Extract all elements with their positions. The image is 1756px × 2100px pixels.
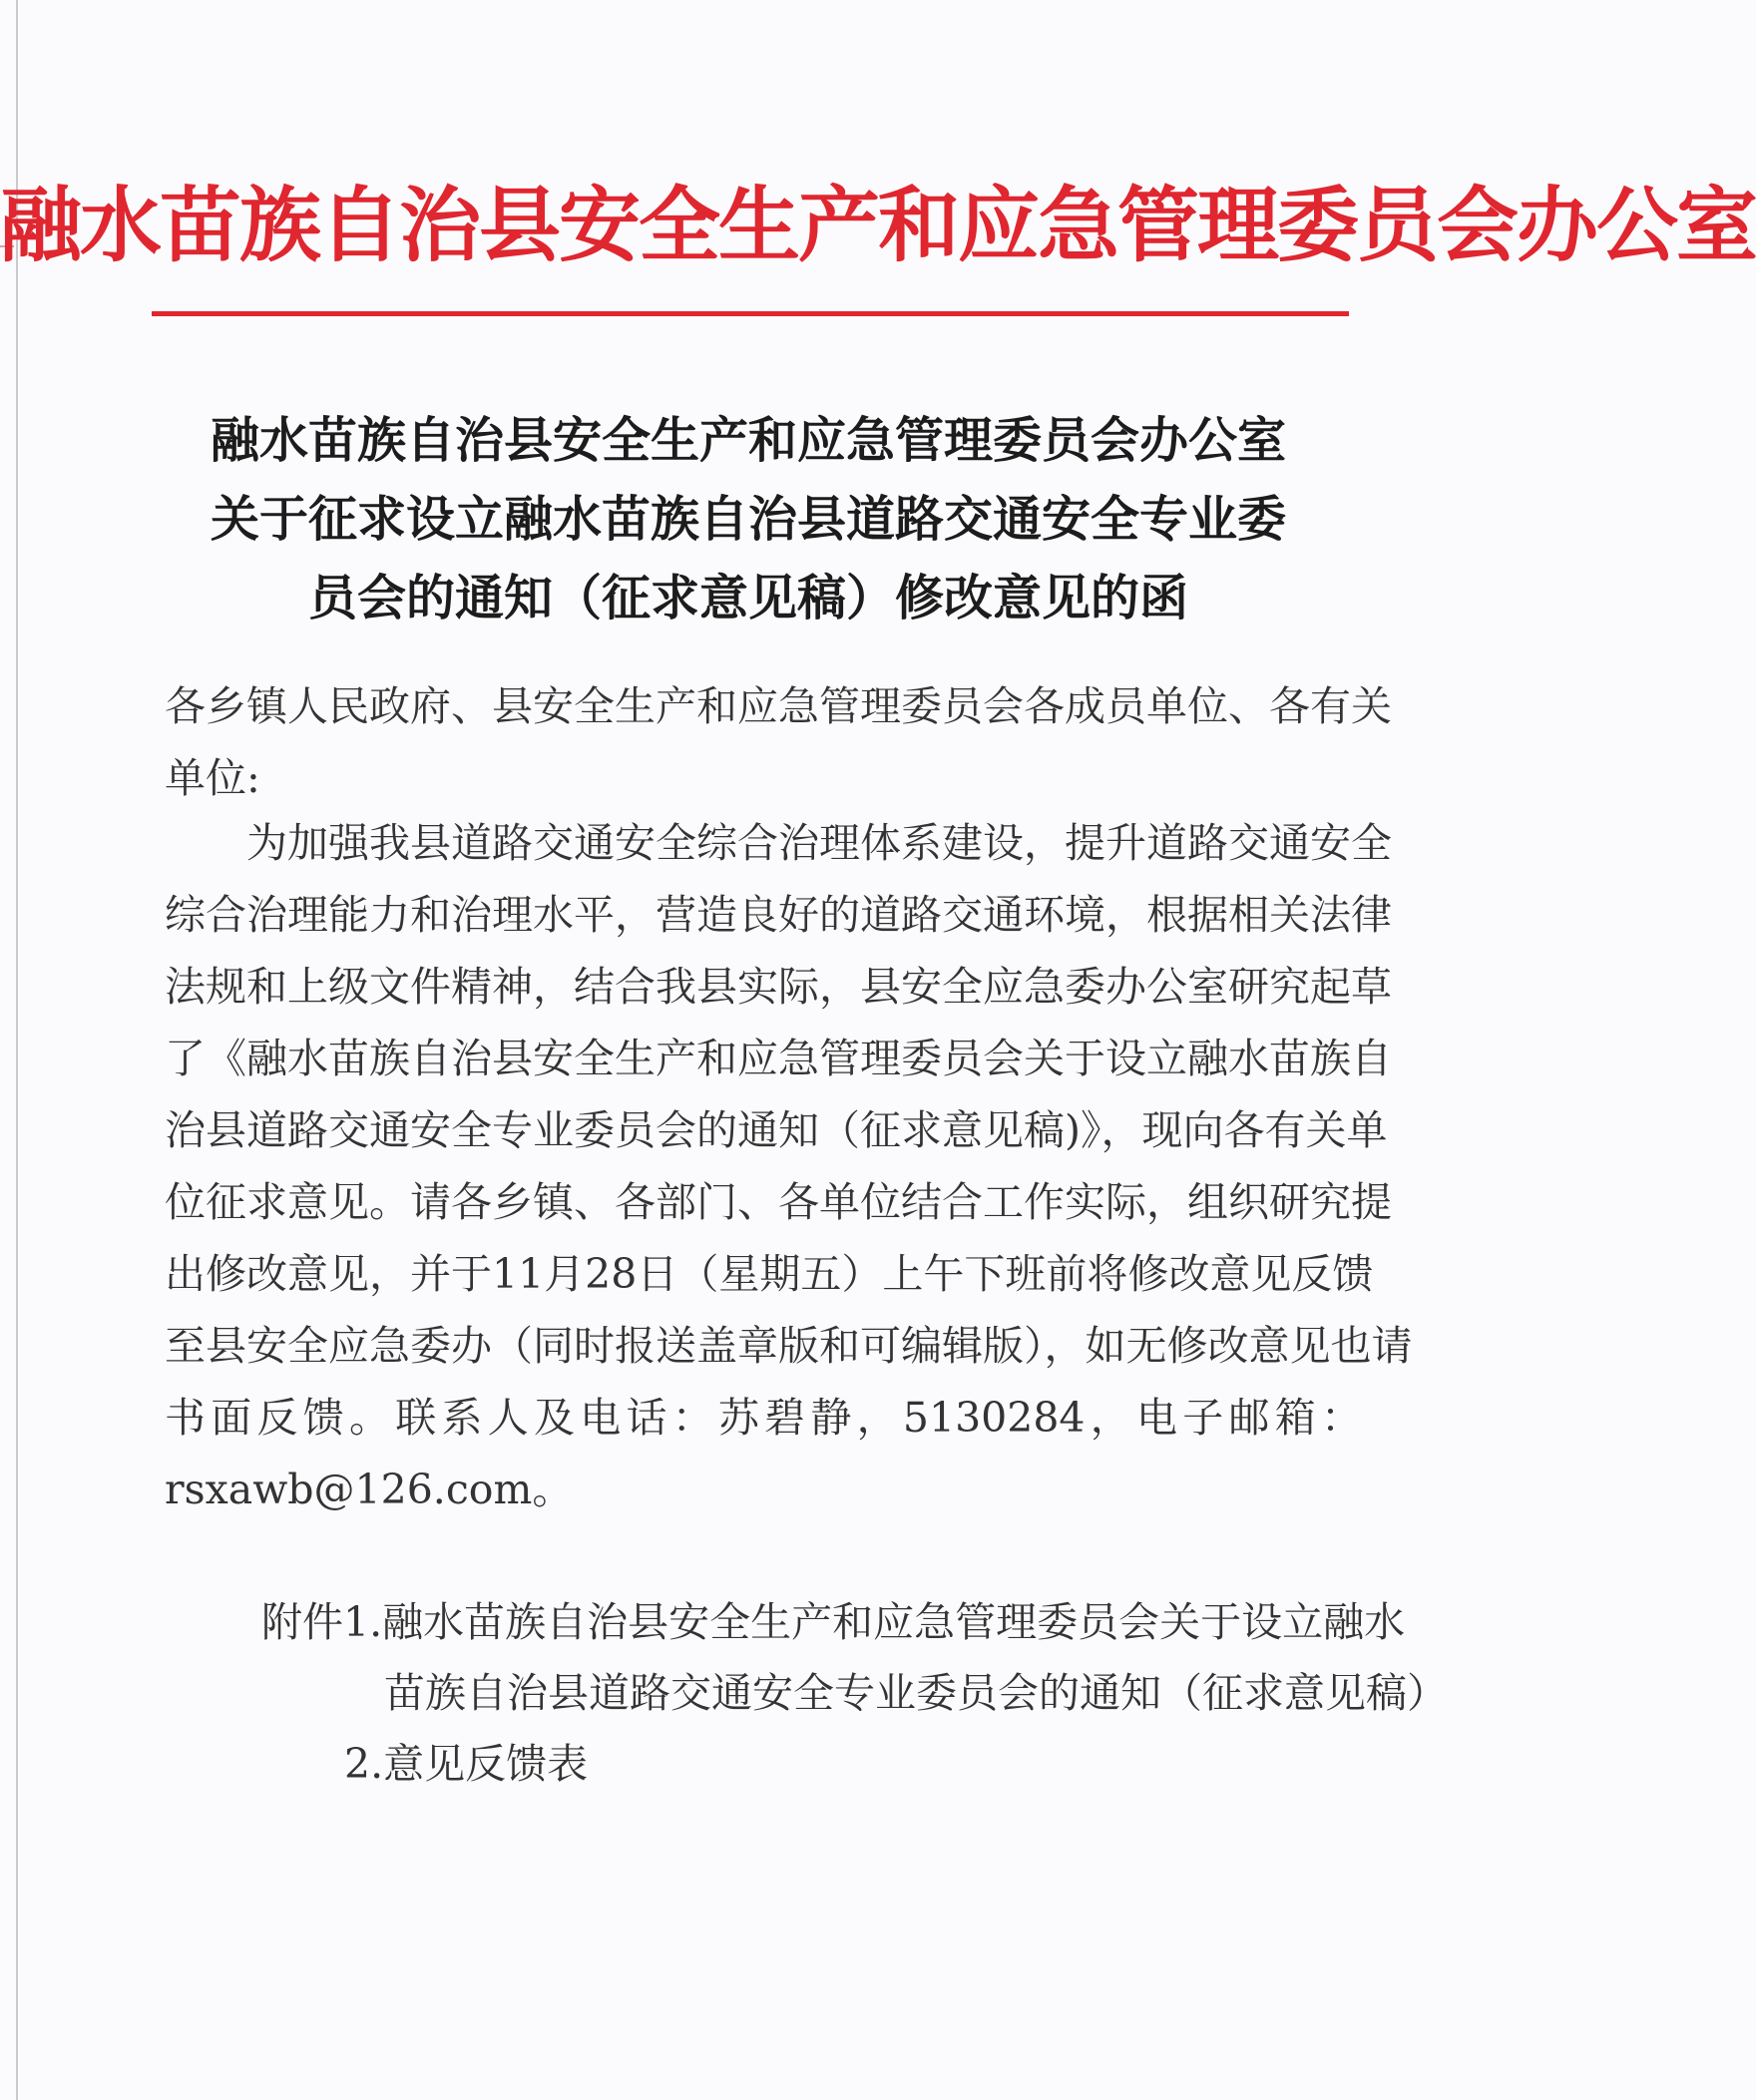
salutation-line: 单位: (165, 754, 260, 802)
body-line: rsxawb@126.com。 (165, 1466, 574, 1513)
attachment-2: 2.意见反馈表 (344, 1740, 589, 1788)
body-line: 至县安全应急委办（同时报送盖章版和可编辑版），如无修改意见也请 (165, 1322, 1413, 1370)
document-title (150, 401, 1347, 637)
title-line: 员会的通知（征求意见稿）修改意见的函 (307, 570, 1188, 627)
body-line: 位征求意见。请各乡镇、各部门、各单位结合工作实际，组织研究提 (165, 1178, 1392, 1226)
body-line: 出修改意见，并于11月28日（星期五）上午下班前将修改意见反馈 (165, 1250, 1374, 1298)
body-line: 法规和上级文件精神，结合我县实际，县安全应急委办公室研究起草 (165, 963, 1392, 1011)
attachment-1-line-1: 附件1.融水苗族自治县安全生产和应急管理委员会关于设立融水 (261, 1598, 1406, 1646)
title-line: 融水苗族自治县安全生产和应急管理委员会办公室 (210, 412, 1286, 469)
body-line: 了《融水苗族自治县安全生产和应急管理委员会关于设立融水苗族自 (165, 1035, 1392, 1082)
body-paragraph (165, 807, 1413, 1525)
page-edge (16, 0, 18, 2100)
body-line: 为加强我县道路交通安全综合治理体系建设，提升道路交通安全 (246, 819, 1392, 867)
attachment-1-line-2: 苗族自治县道路交通安全专业委员会的通知（征求意见稿） (384, 1669, 1448, 1717)
title-line: 关于征求设立融水苗族自治县道路交通安全专业委 (210, 491, 1286, 548)
salutation (165, 670, 1392, 814)
body-line: 书面反馈。联系人及电话：苏碧静，5130284，电子邮箱： (165, 1394, 1362, 1442)
letterhead-org-name: 融水苗族自治县安全生产和应急管理委员会办公室 (0, 179, 1756, 273)
letterhead-red-rule (152, 311, 1349, 316)
body-line: 治县道路交通安全专业委员会的通知（征求意见稿)》，现向各有关单 (165, 1106, 1388, 1154)
body-line: 综合治理能力和治理水平，营造良好的道路交通环境，根据相关法律 (165, 891, 1392, 939)
salutation-line: 各乡镇人民政府、县安全生产和应急管理委员会各成员单位、各有关 (165, 682, 1392, 730)
